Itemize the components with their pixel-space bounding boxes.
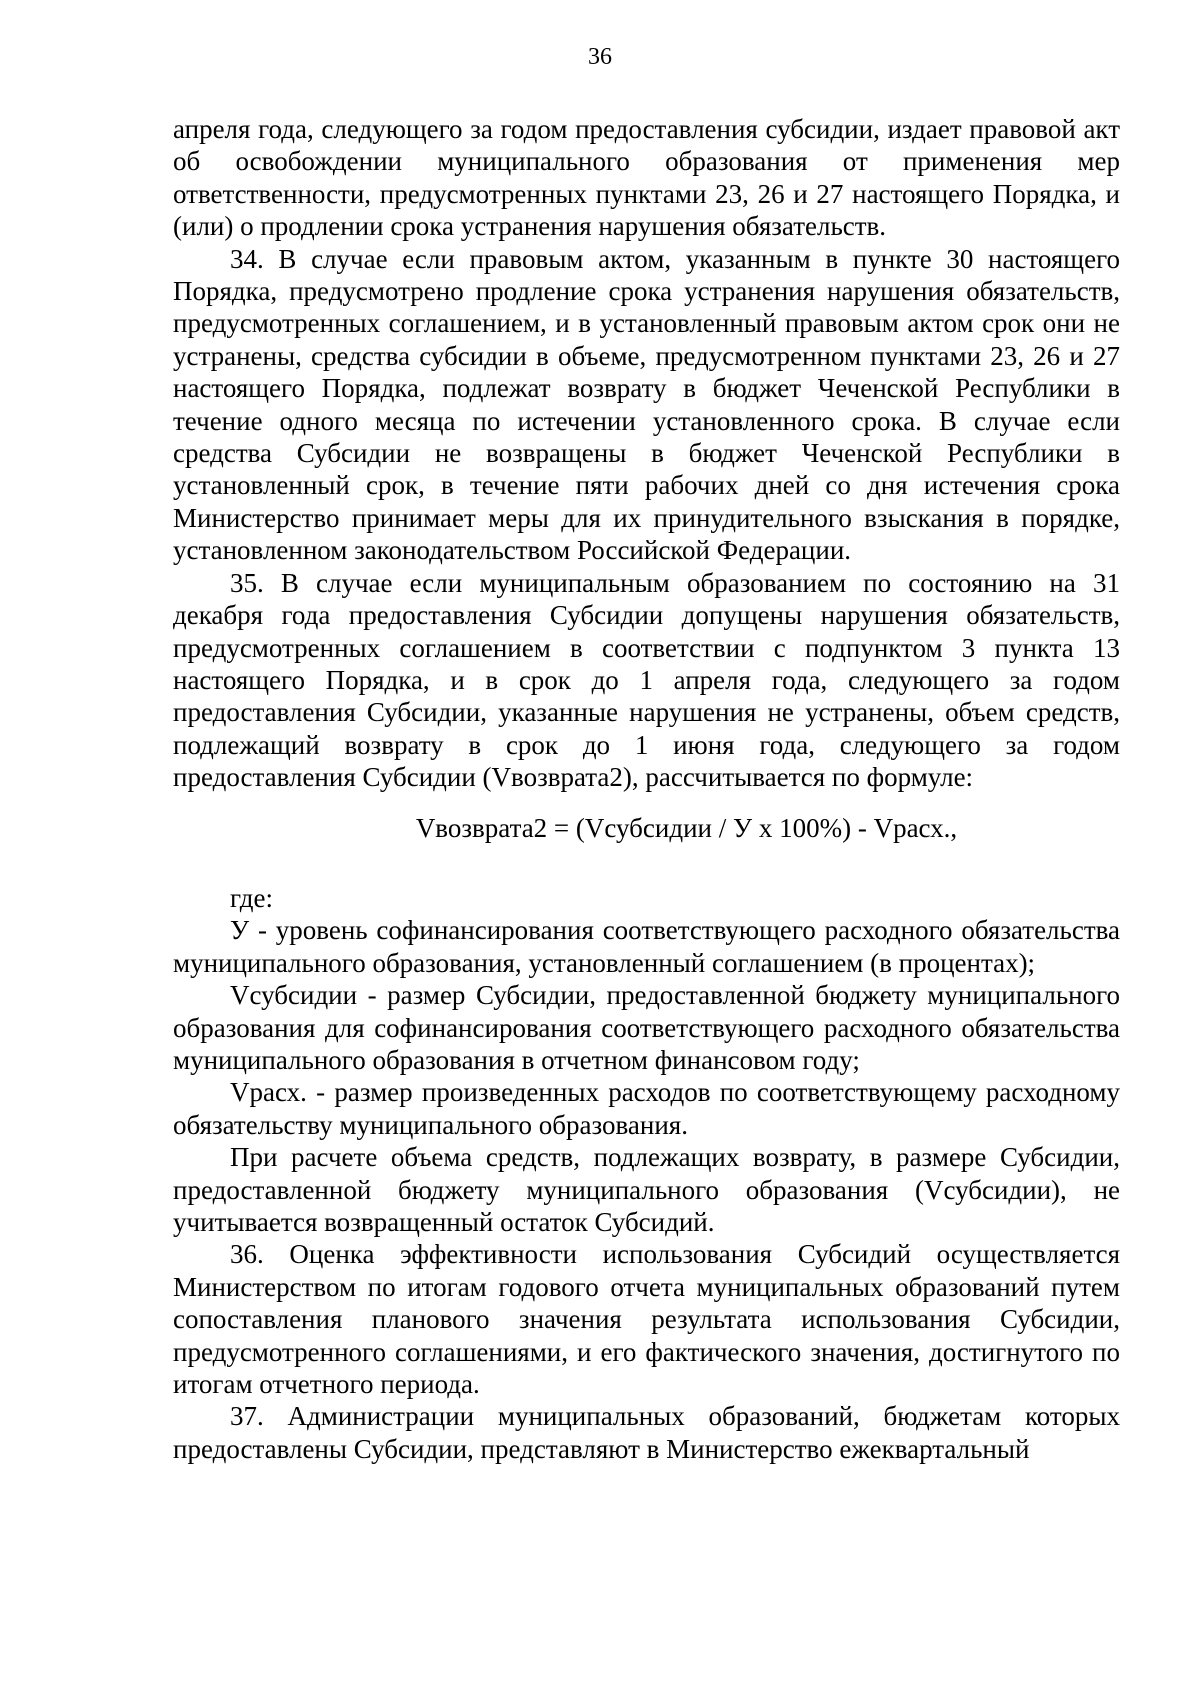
paragraph-continuation: апреля года, следующего за годом предоставления субсидии, издает правовой акт об освобождении муниципального образования от применения мер ответственности, предусмотренных пунктами 23, 26 и 27 настоящего Порядка, и (или) о продлении срока устранения нарушения обязательств. <box>173 114 1120 242</box>
definition-v-subsidy: Vсубсидии - размер Субсидии, предоставленной бюджету муниципального образования для софинансирования соответствующего расходного обязательства муниципального образования в отчетном финансовом году; <box>173 980 1120 1075</box>
page-number: 36 <box>588 44 612 70</box>
paragraph-36: 36. Оценка эффективности использования Субсидий осуществляется Министерством по итогам годового отчета муниципальных образований путем сопоставления планового значения результата использования Субсидии, предусмотренного соглашениями, и его фактического значения, достигнутого по итогам отчетного периода. <box>173 1239 1120 1400</box>
paragraph-35: 35. В случае если муниципальным образованием по состоянию на 31 декабря года предоставления Субсидии допущены нарушения обязательств, предусмотренных соглашением в соответствии с подпунктом 3 пункта 13 настоящего Порядка, и в срок до 1 апреля года, следующего за годом предоставления Субсидии, указанные нарушения не устранены, объем средств, подлежащий возврату в срок до 1 июня года, следующего за годом предоставления Субсидии (Vвозврата2), рассчитывается по формуле: <box>173 567 1120 793</box>
paragraph-34: 34. В случае если правовым актом, указанным в пункте 30 настоящего Порядка, предусмотрено продление срока устранения нарушения обязательств, предусмотренных соглашением, и в установленный правовым актом срок они не устранены, средства субсидии в объеме, предусмотренном пунктами 23, 26 и 27 настоящего Порядка, подлежат возврату в бюджет Чеченской Республики в течение одного месяца по истечении установленного срока. В случае если средства Субсидии не возвращены в бюджет Чеченской Республики в установленный срок, в течение пяти рабочих дней со дня истечения срока Министерство принимает меры для их принудительного взыскания в порядке, установленном законодательством Российской Федерации. <box>173 243 1120 566</box>
where-label: где: <box>230 882 273 913</box>
paragraph-37: 37. Администрации муниципальных образований, бюджетам которых предоставлены Субсидии, представляют в Министерство ежеквартальный <box>173 1401 1120 1464</box>
paragraph-note: При расчете объема средств, подлежащих возврату, в размере Субсидии, предоставленной бюджету муниципального образования (Vсубсидии), не учитывается возвращенный остаток Субсидий. <box>173 1142 1120 1237</box>
definition-u: У - уровень софинансирования соответствующего расходного обязательства муниципального образования, установленный соглашением (в процентах); <box>173 915 1120 978</box>
document-body <box>173 113 1120 1465</box>
formula: Vвозврата2 = (Vсубсидии / У x 100%) - Vрасх., <box>415 812 958 843</box>
definition-v-expenses: Vрасх. - размер произведенных расходов по соответствующему расходному обязательству муниципального образования. <box>173 1077 1120 1140</box>
